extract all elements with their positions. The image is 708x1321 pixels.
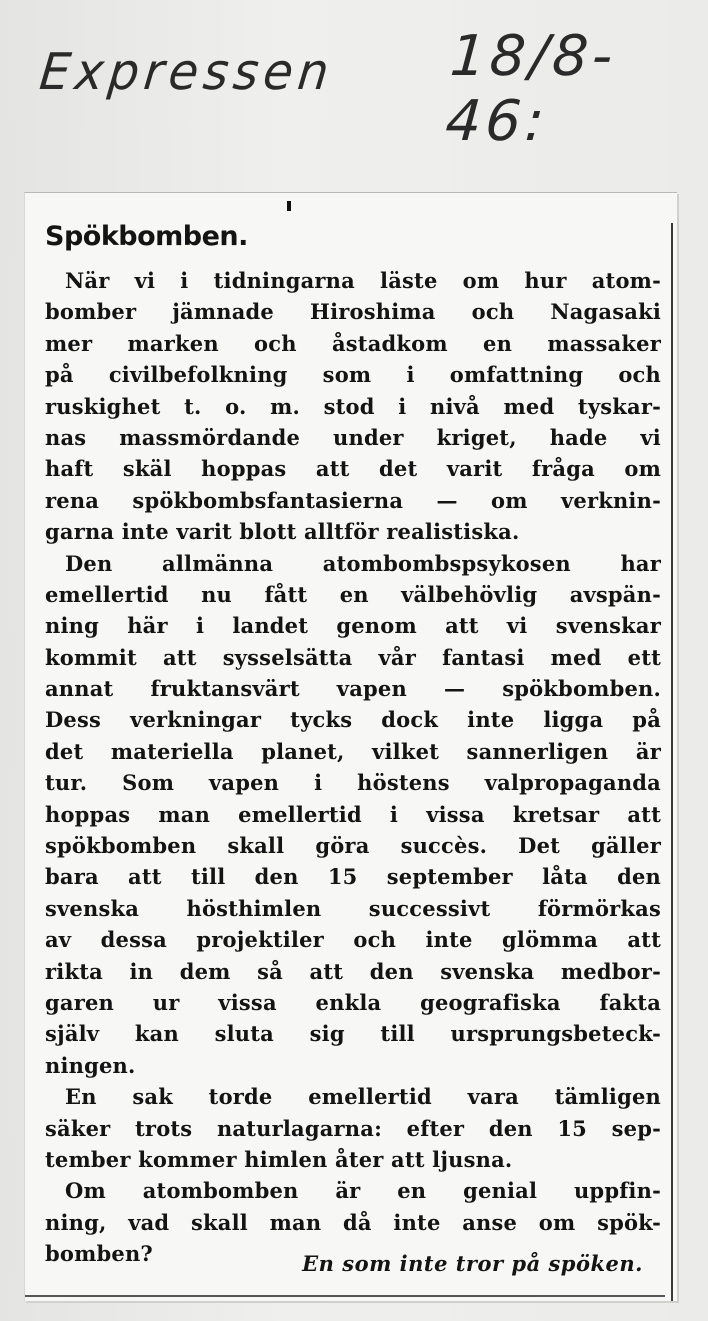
article-line: När vi i tidningarna läste om hur atom- (65, 268, 661, 293)
article-line: haft skäl hoppas att det varit fråga om (45, 456, 661, 482)
article-line: nas massmördande under kriget, hade vi (45, 424, 661, 450)
article-line: tember kommer himlen åter att ljusna. (45, 1146, 513, 1172)
article-headline: Spökbomben. (45, 221, 248, 252)
article-line: bara att till den 15 september låta den (45, 864, 661, 890)
article-line: emellertid nu fått en välbehövlig avspän- (45, 581, 661, 607)
article-line: Om atombomben är en genial uppfin- (65, 1178, 661, 1204)
article-line: på civilbefolkning som i omfattning och (45, 362, 661, 388)
newspaper-clipping (24, 192, 677, 1301)
article-line: annat fruktansvärt vapen — spökbomben. (45, 676, 661, 702)
article-line: ruskighet t. o. m. stod i nivå med tyskar- (45, 393, 661, 419)
article-line: Den allmänna atombombspsykosen har (65, 550, 661, 576)
article-body (45, 265, 661, 1270)
article-line: rena spökbombsfantasierna — om verknin- (45, 487, 661, 513)
article-line: det materiella planet, vilket sannerligen är (45, 738, 661, 764)
handwritten-annotation (36, 24, 700, 154)
article-line: svenska hösthimlen successivt förmörkas (45, 895, 661, 921)
article-line: spökbomben skall göra succès. Det gäller (45, 833, 661, 859)
article-line: Dess verkningar tycks dock inte ligga på (45, 707, 661, 733)
print-mark (287, 201, 291, 211)
article-line: hoppas man emellertid i vissa kretsar att (45, 801, 661, 827)
handwritten-date: 18/8-46: (443, 24, 619, 154)
handwritten-newspaper-name: Expressen (36, 42, 337, 102)
article-line: garna inte varit blott alltför realistiska. (45, 519, 520, 545)
article-line: ning, vad skall man då inte anse om spök- (45, 1209, 661, 1235)
article-line: tur. Som vapen i höstens valpropaganda (45, 770, 661, 796)
article-line: av dessa projektiler och inte glömma att (45, 927, 661, 953)
article-line: ning här i landet genom att vi svenskar (45, 613, 661, 639)
article-line: själv kan sluta sig till ursprungsbeteck- (45, 1021, 661, 1047)
article-line: garen ur vissa enkla geografiska fakta (45, 989, 661, 1015)
article-line: En sak torde emellertid vara tämligen (65, 1084, 661, 1110)
article-line: kommit att sysselsätta vår fantasi med ett (45, 644, 661, 670)
article-line: mer marken och åstadkom en massaker (45, 330, 661, 356)
article-line: bomben? (45, 1241, 153, 1267)
article-line: ningen. (45, 1052, 136, 1078)
article-line: bomber jämnade Hiroshima och Nagasaki (45, 299, 661, 325)
article-signature: En som inte tror på spöken. (302, 1251, 643, 1276)
article-line: säker trots naturlagarna: efter den 15 sep- (45, 1115, 661, 1141)
article-line: rikta in dem så att den svenska medbor- (45, 958, 661, 984)
